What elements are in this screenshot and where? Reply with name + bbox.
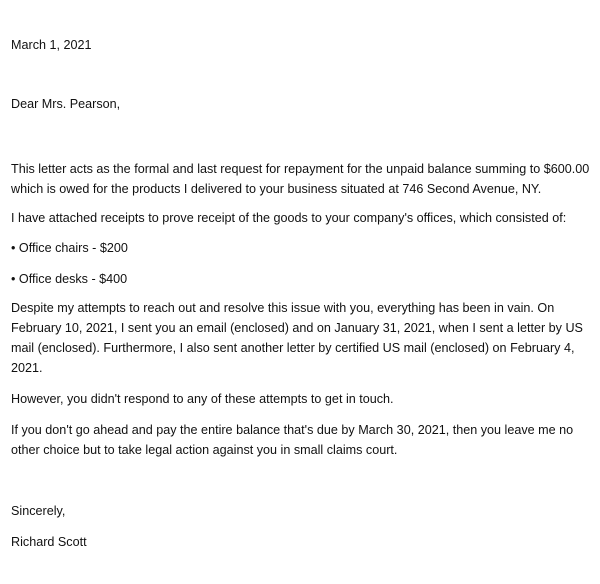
paragraph-line: Despite my attempts to reach out and resolve this issue with you, everything has been in vain. On [11, 301, 555, 315]
paragraph-legal-action [11, 420, 581, 460]
letter-closing: Sincerely, [11, 504, 66, 518]
paragraph-line: If you don't go ahead and pay the entire balance that's due by March 30, 2021, then you leave me no [11, 423, 574, 437]
paragraph-line: February 10, 2021, I sent you an email (enclosed) and on January 31, 2021, when I sent a letter by US [11, 321, 583, 335]
paragraph-line: other choice but to take legal action against you in small claims court. [11, 443, 398, 457]
paragraph-line: 2021. [11, 361, 43, 375]
letter-date: March 1, 2021 [11, 38, 92, 52]
paragraph-attempts [11, 298, 581, 378]
paragraph-line: mail (enclosed). Furthermore, I also sent another letter by certified US mail (enclosed) on February 4, [11, 341, 575, 355]
paragraph-no-response: However, you didn't respond to any of these attempts to get in touch. [11, 392, 394, 406]
bullet-item-office-desks: • Office desks - $400 [11, 272, 128, 286]
paragraph-line: This letter acts as the formal and last request for repayment for the unpaid balance summing to $600.00 [11, 162, 590, 176]
bullet-item-office-chairs: • Office chairs - $200 [11, 241, 128, 255]
letter-signature: Richard Scott [11, 535, 87, 549]
paragraph-receipts: I have attached receipts to prove receipt of the goods to your company's offices, which consisted of: [11, 211, 567, 225]
paragraph-line: which is owed for the products I delivered to your business situated at 746 Second Avenue, NY. [11, 182, 542, 196]
letter-salutation: Dear Mrs. Pearson, [11, 97, 121, 111]
paragraph-payment-request [11, 159, 591, 199]
